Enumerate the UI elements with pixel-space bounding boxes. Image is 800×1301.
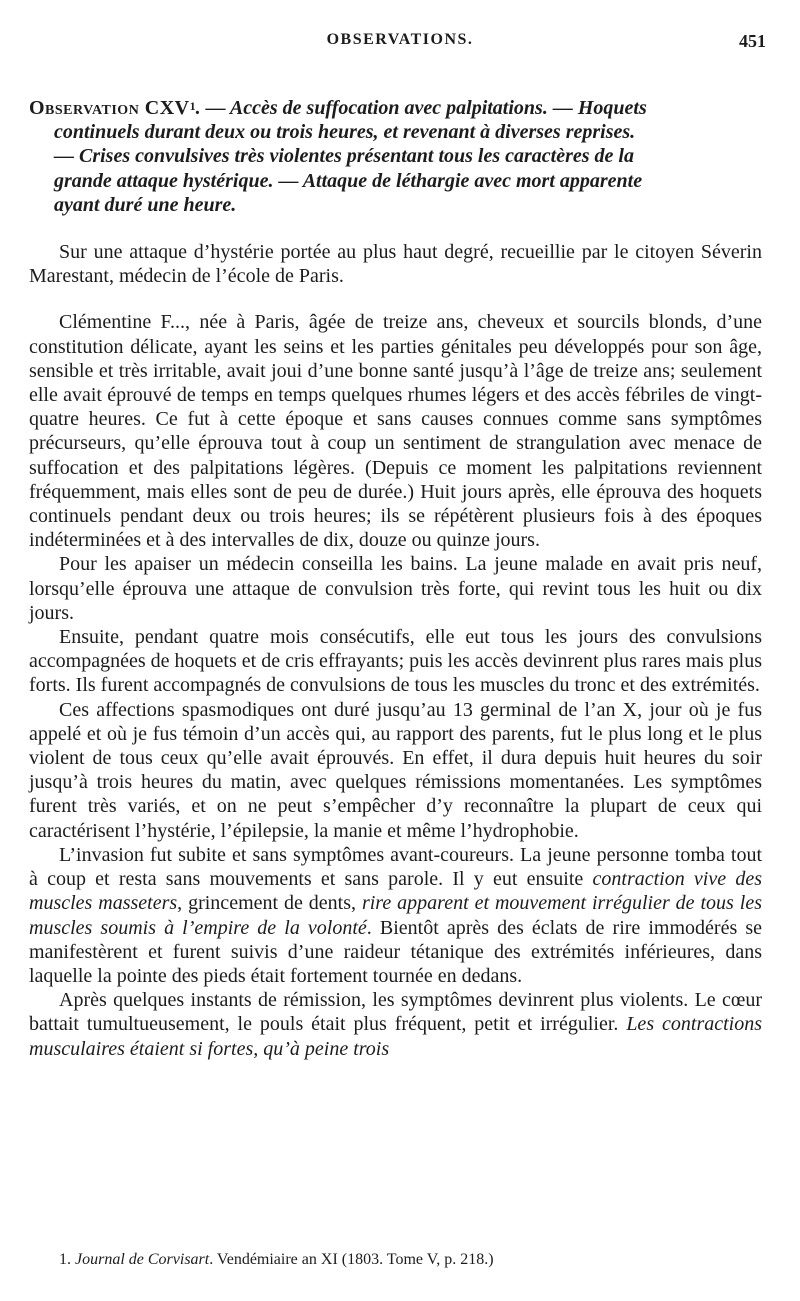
running-title: OBSERVATIONS. (326, 31, 474, 48)
paragraph-5-italic-1: contraction vive des muscles masseters (29, 868, 762, 915)
page-body (29, 96, 762, 1061)
footnote-source: Journal de Corvisart (75, 1251, 210, 1268)
paragraph-5 (29, 843, 762, 988)
observation-title-part-2: continuels durant deux ou trois heures, et revenant à diverses reprises. (54, 121, 636, 144)
paragraph-5-text-a: L’invasion fut subite et sans symptômes avant-coureurs. La jeune personne tomba tout à coup et resta sans mouvements et sans parole. Il y eut ensuite (29, 843, 762, 891)
observation-title-part-4: grande attaque hystérique. — Attaque de léthargie avec mort apparente (54, 169, 643, 192)
paragraph-6-italic: Les contractions musculaires étaient si fortes, qu’à peine trois (29, 1013, 762, 1060)
observation-title-part-3: — Crises convulsives très violentes présentant tous les caractères de la (54, 145, 634, 168)
observation-heading (29, 96, 762, 217)
observation-label: Observation CXV (29, 97, 190, 119)
footnote-reference: 1 (189, 99, 196, 113)
paragraph-5-italic-2: rire apparent et mouvement irrégulier de tous les muscles soumis à l’empire de la volonté (29, 892, 762, 939)
paragraph-5-text-c: . Bientôt après des éclats de rire immodérés se manifestèrent et furent suivis d’une raideur tétanique des extrémités inférieures, dans laquelle la pointe des pieds était fortement tournée en dedans. (29, 916, 763, 987)
paragraph-6 (29, 988, 762, 1061)
footnote-number: 1. (59, 1251, 71, 1268)
page-number: 451 (739, 31, 766, 51)
footnote-details: . Vendémiaire an XI (1803. Tome V, p. 218.) (209, 1251, 494, 1268)
paragraph-4: Ces affections spasmodiques ont duré jusqu’au 13 germinal de l’an X, jour où je fus appelé et où je fus témoin d’un accès qui, au rapport des parents, fut le plus long et le plus violent de tous ceux qu’elle avait éprouvés. En effet, il dura depuis huit heures du soir jusqu’à trois heures du matin, avec quelques rémissions momentanées. Les symptômes furent très variés, et on ne peut s’empêcher d’y reconnaître la plupart de ceux qui caractérisent l’hystérie, l’épilepsie, la manie et même l’hydrophobie. (29, 698, 762, 842)
page-header (0, 27, 800, 57)
observation-title-part-5: ayant duré une heure. (54, 193, 237, 216)
paragraph-6-text-a: Après quelques instants de rémission, les symptômes devinrent plus violents. Le cœur battait tumultueusement, le pouls était plus fréquent, petit et irrégulier. (29, 989, 762, 1036)
paragraph-5-text-b: , grincement de dents, (177, 892, 362, 915)
paragraph-3: Ensuite, pendant quatre mois consécutifs, elle eut tous les jours des convulsions accompagnées de hoquets et de cris effrayants; puis les accès devinrent plus rares mais plus forts. Ils furent accompagnés de convulsions de tous les muscles du tronc et des extrémités. (29, 626, 762, 697)
intro-paragraph: Sur une attaque d’hystérie portée au plus haut degré, recueillie par le citoyen Séverin Marestant, médecin de l’école de Paris. (29, 241, 762, 288)
footnote (59, 1250, 759, 1270)
paragraph-1: Clémentine F..., née à Paris, âgée de treize ans, cheveux et sourcils blonds, d’une constitution délicate, ayant les seins et les parties génitales peu développés pour son âge, sensible et très irritable, avait joui d’une bonne santé jusqu’à l’âge de treize ans; seulement elle avait éprouvé de temps en temps quelques rhumes légers et des accès fébriles de vingt-quatre heures. Ce fut à cette époque et sans causes connues comme sans symptômes précurseurs, qu’elle éprouva tout à coup un sentiment de strangulation avec menace de suffocation et des palpitations légères. (Depuis ce moment les palpitations reviennent fréquemment, mais elles sont de peu de durée.) Huit jours après, elle éprouva des hoquets continuels pendant deux ou trois heures; ils se répétèrent plusieurs fois à des époques indéterminées et à des intervalles de dix, douze ou quinze jours. (29, 311, 762, 552)
observation-heading-line-1 (29, 96, 762, 120)
observation-title-part-1: . — Accès de suffocation avec palpitations. — Hoquets (195, 97, 647, 119)
paragraph-2: Pour les apaiser un médecin conseilla les bains. La jeune malade en avait pris neuf, lorsqu’elle éprouva une attaque de convulsion très forte, qui revint tous les huit ou dix jours. (29, 553, 762, 624)
